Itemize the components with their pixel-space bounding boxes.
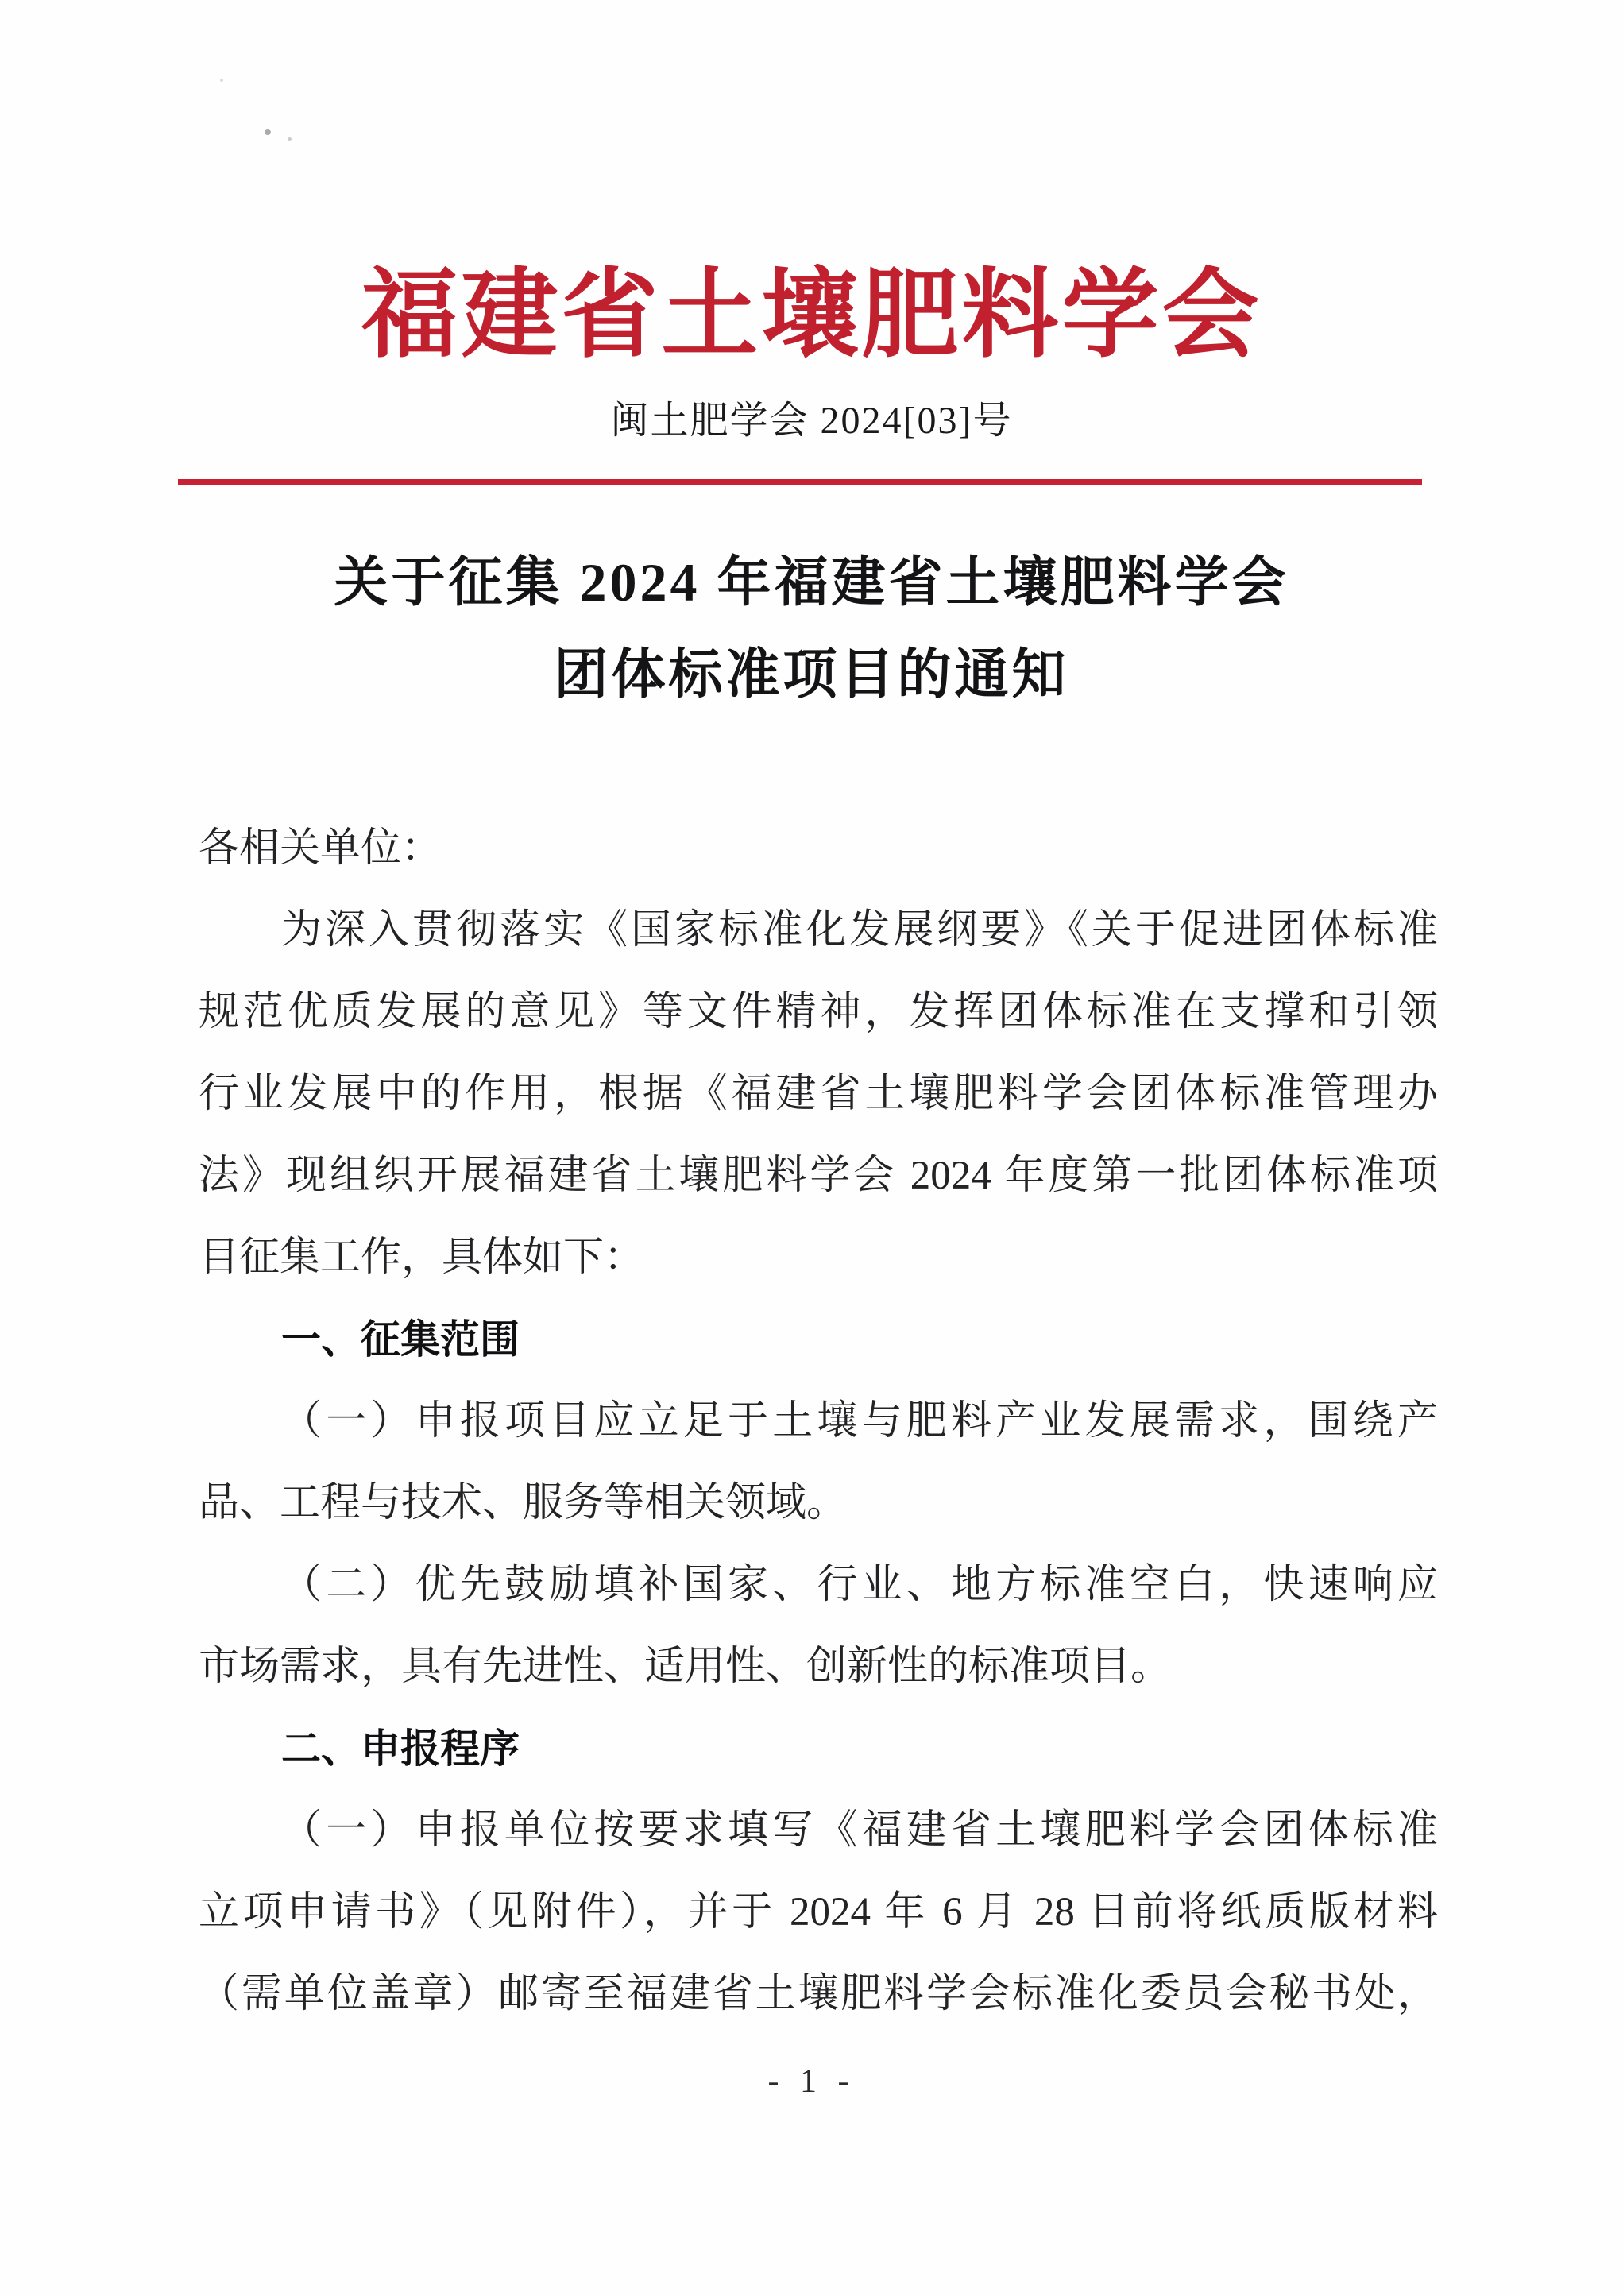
body-line: 品、工程与技术、服务等相关领域。 <box>199 1481 848 1525</box>
section-heading-2: 二、申报程序 <box>281 1726 520 1771</box>
body-line: （二）优先鼓励填补国家、行业、地方标准空白，快速响应 <box>281 1563 1438 1607</box>
document-title <box>0 536 1623 721</box>
body-line: 市场需求，具有先进性、适用性、创新性的标准项目。 <box>199 1645 1172 1689</box>
body-line: 目征集工作，具体如下： <box>199 1235 645 1280</box>
body-line: 为深入贯彻落实《国家标准化发展纲要》《关于促进团体标准 <box>281 908 1438 953</box>
document-title-line2: 团体标准项目的通知 <box>554 644 1069 705</box>
page-number: - 1 - <box>767 2063 856 2100</box>
document-body <box>199 808 1438 2035</box>
document-title-line1: 关于征集 2024 年福建省土壤肥料学会 <box>334 552 1289 613</box>
section-heading-1: 一、征集范围 <box>281 1317 520 1362</box>
body-line: （一）申报项目应立足于土壤与肥料产业发展需求，围绕产 <box>281 1399 1438 1444</box>
body-line: 行业发展中的作用，根据《福建省土壤肥料学会团体标准管理办 <box>199 1072 1438 1116</box>
body-line: （需单位盖章）邮寄至福建省土壤肥料学会标准化委员会秘书处， <box>199 1972 1438 2016</box>
body-line-salutation: 各相关单位： <box>199 826 442 871</box>
body-line: 立项申请书》（见附件），并于 2024 年 6 月 28 日前将纸质版材料 <box>199 1890 1438 1935</box>
body-line: 规范优质发展的意见》等文件精神，发挥团体标准在支撑和引领 <box>199 990 1438 1034</box>
scan-speck-decoration <box>265 129 271 135</box>
scan-speck-decoration <box>288 137 292 141</box>
body-line: 法》现组织开展福建省土壤肥料学会 2024 年度第一批团体标准项 <box>199 1154 1438 1198</box>
organization-title: 福建省土壤肥料学会 <box>361 262 1262 369</box>
document-number: 闽土肥学会 2024[03]号 <box>610 400 1013 442</box>
header-divider-rule <box>178 479 1422 485</box>
body-line: （一）申报单位按要求填写《福建省土壤肥料学会团体标准 <box>281 1808 1438 1853</box>
scan-speck-decoration <box>220 79 223 82</box>
